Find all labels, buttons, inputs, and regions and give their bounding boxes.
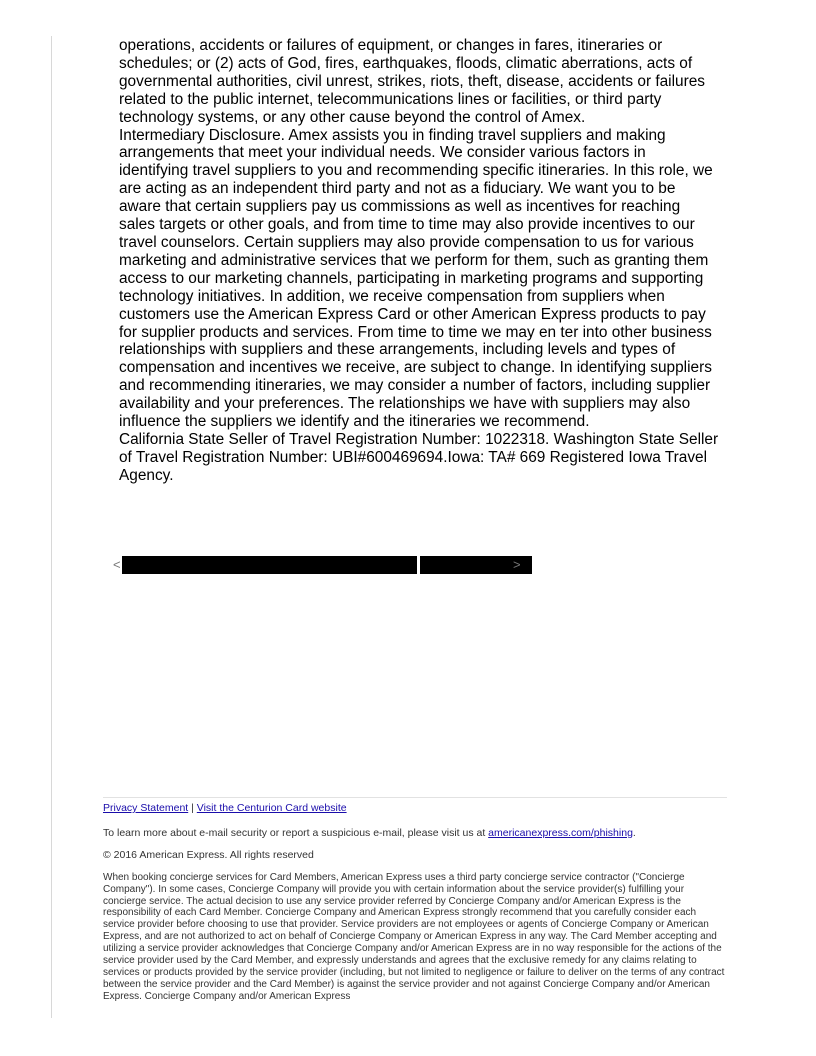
link-separator: | xyxy=(191,802,194,814)
phishing-suffix: . xyxy=(632,826,636,839)
footer xyxy=(103,803,727,1003)
redaction-gap xyxy=(417,556,420,574)
security-notice xyxy=(103,828,727,840)
redacted-open-bracket: < xyxy=(113,557,121,572)
footer-divider xyxy=(103,797,727,798)
redacted-close-bracket: > xyxy=(513,557,521,572)
security-text: To learn more about e-mail security or report a suspicious e-mail, please visit us at xyxy=(103,826,486,839)
copyright: © 2016 American Express. All rights reserved xyxy=(103,848,314,861)
seller-of-travel-paragraph: California State Seller of Travel Registration Number: 1022318. Washington State Seller of Travel Registration Number: UBI#600469694.Iowa: TA# 669 Registered Iowa Travel Agency. xyxy=(119,430,719,484)
force-majeure-paragraph: operations, accidents or failures of equipment, or changes in fares, itineraries or schedules; or (2) acts of God, fires, earthquakes, floods, climatic aberrations, acts of governmental authorities, civil unrest, strikes, riots, theft, disease, accidents or failures related to the public internet, telecommunications lines or facilities, or third party technology systems, or any other cause beyond the control of Amex. xyxy=(119,37,705,126)
concierge-legal-text: When booking concierge services for Card Members, American Express uses a third party concierge service contractor ("Concierge Company"). In some cases, Concierge Company will provide you with certain information about the service provider(s) fulfilling your concierge service. The actual decision to use any service provider referred by Concierge Company and/or American Express is the responsibility of each Card Member. Concierge Company and American Express strongly recommend that you carefully consider each service provider before choosing to use that provider. Service providers are not employees or agents of Concierge Company or American Express, and are not authorized to act on behalf of Concierge Company or American Express in any way. The Card Member accepting and utilizing a service provider acknowledges that Concierge Company and/or American Express are in no way responsible for the actions of the service provider used by the Card Member, and expressly understands and agrees that the exclusive remedy for any claims relating to services or products provided by the service provider (including, but not limited to negligence or failure to deliver on the terms of any contract between the service provider and the Card Member) is against the service provider and not against Concierge Company and/or American Express. Concierge Company and/or American Express xyxy=(103,871,725,1002)
left-border-rule xyxy=(51,36,52,1018)
privacy-statement-link[interactable]: Privacy Statement xyxy=(103,802,189,814)
intermediary-disclosure-paragraph: Intermediary Disclosure. Amex assists you in finding travel suppliers and making arrangements that meet your individual needs. We consider various factors in identifying travel suppliers to you and recommending specific itineraries. In this role, we are acting as an independent third party and not as a fiduciary. We want you to be aware that certain suppliers pay us commissions as well as incentives for reaching sales targets or other goals, and from time to time may also provide incentives to our travel counselors. Certain suppliers may also provide compensation to us for various marketing and administrative services that we perform for them, such as granting them access to our marketing channels, participating in marketing programs and supporting technology initiatives. In addition, we receive compensation from suppliers when customers use the American Express Card or other American Express products to pay for supplier products and services. From time to time we may en ter into other business relationships with suppliers and these arrangements, including levels and types of compensation and incentives we receive, are subject to change. In identifying suppliers and recommending itineraries, we may consider a number of factors, including supplier availability and your preferences. The relationships we have with suppliers may also influence the suppliers we identify and the itineraries we recommend. xyxy=(119,126,713,431)
redaction-bar-2 xyxy=(424,556,514,574)
centurion-card-link[interactable]: Visit the Centurion Card website xyxy=(196,802,347,814)
phishing-link[interactable]: americanexpress.com/phishing xyxy=(488,826,633,839)
terms-body xyxy=(119,37,719,485)
footer-links xyxy=(103,803,727,815)
